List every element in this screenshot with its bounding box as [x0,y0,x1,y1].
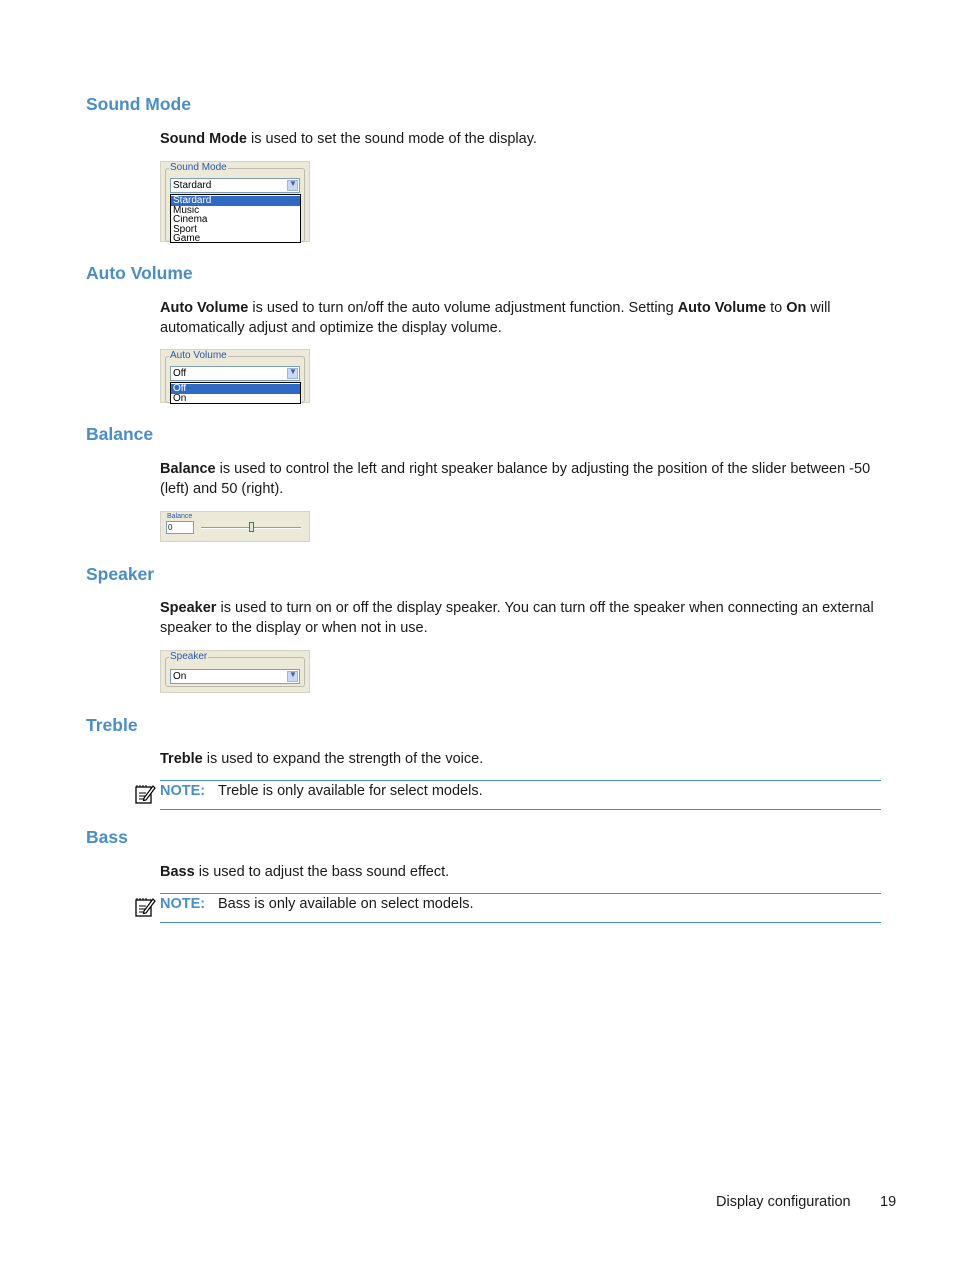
option-standard[interactable]: Stardard [171,196,300,206]
speaker-legend: Speaker [170,651,208,662]
dropdown-arrow-button[interactable] [287,180,298,191]
treble-note [160,780,881,810]
balance-legend: Balance [167,513,193,520]
auto-volume-options-list [170,382,301,404]
heading-bass: Bass [86,827,128,847]
bass-description: Bass is used to adjust the bass sound effect. [160,864,450,880]
footer-section-title: Display configuration [716,1194,851,1210]
note-label: NOTE: [160,896,206,912]
sound-mode-widget [160,161,310,242]
chevron-down-icon: ▼ [289,670,297,679]
auto-volume-widget [160,349,310,403]
heading-balance: Balance [86,424,154,444]
option-sport[interactable]: Sport [173,224,197,234]
option-off[interactable]: Off [171,384,300,394]
sound-mode-selected-value: Stardard [173,180,212,191]
chevron-down-icon: ▼ [289,367,297,376]
option-cinema[interactable]: Cinema [173,215,208,225]
note-icon [134,783,156,805]
option-game[interactable]: Game [173,234,201,244]
balance-description: Balance is used to control the left and right speaker balance by adjusting the position of the slider between -50 (left) and 50 (right). [160,461,871,497]
speaker-selected-value: On [173,671,187,682]
sound-mode-description: Sound Mode is used to set the sound mode of the display. [160,131,537,147]
treble-description: Treble is used to expand the strength of the voice. [160,751,484,767]
heading-speaker: Speaker [86,564,155,584]
auto-volume-legend: Auto Volume [170,350,227,361]
speaker-dropdown[interactable] [170,669,300,684]
heading-sound-mode: Sound Mode [86,94,191,114]
note-text: Treble is only available for select models. [218,783,483,799]
speaker-description: Speaker is used to turn on or off the display speaker. You can turn off the speaker when connecting an external speaker to the display or when not in use. [160,600,874,636]
balance-value-input[interactable]: 0 [166,521,194,534]
page-number: 19 [880,1194,897,1210]
auto-volume-selected-value: Off [173,368,187,379]
heading-treble: Treble [86,715,138,735]
chevron-down-icon: ▼ [289,179,297,188]
note-text: Bass is only available on select models. [218,896,474,912]
option-on[interactable]: On [173,393,187,403]
auto-volume-description: Auto Volume is used to turn on/off the auto volume adjustment function. Setting Auto Volume to On will automatically adjust and optimize the display volume. [160,300,831,336]
speaker-widget [160,650,310,693]
option-music[interactable]: Music [173,205,200,215]
auto-volume-dropdown[interactable] [170,366,300,381]
sound-mode-dropdown[interactable] [170,178,300,193]
dropdown-arrow-button[interactable] [287,368,298,379]
sound-mode-legend: Sound Mode [170,162,227,173]
term: Sound Mode [160,131,247,147]
balance-slider-thumb[interactable] [249,522,254,532]
note-icon [134,896,156,918]
sound-mode-options-list [170,194,301,243]
note-label: NOTE: [160,783,206,799]
dropdown-arrow-button[interactable] [287,671,298,682]
balance-widget [160,511,310,542]
bass-note [160,893,881,923]
heading-auto-volume: Auto Volume [86,263,193,283]
